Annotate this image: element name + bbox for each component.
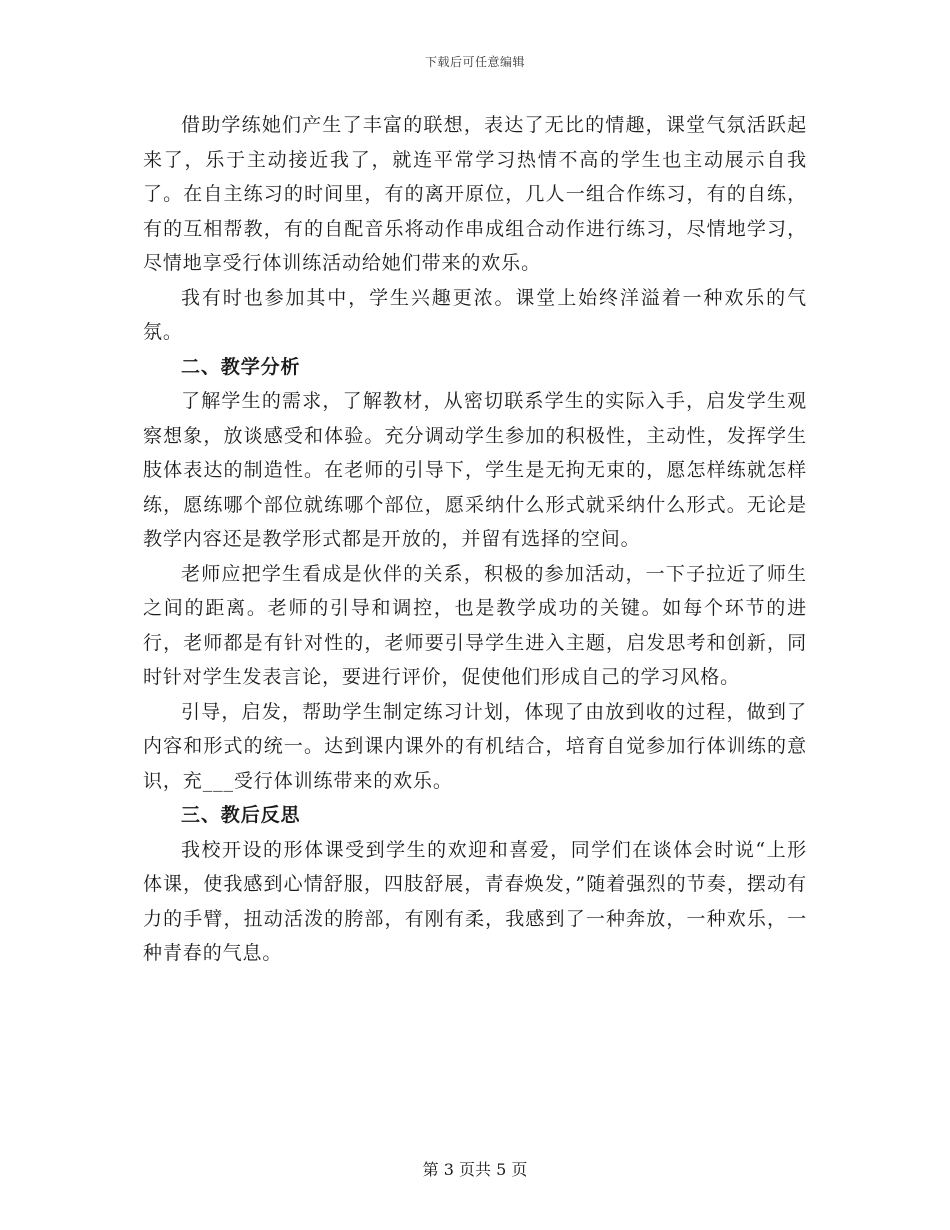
document-body — [143, 108, 807, 971]
paragraph-1: 借助学练她们产生了丰富的联想，表达了无比的情趣，课堂气氛活跃起来了，乐于主动接近我了，就连平常学习热情不高的学生也主动展示自我了。在自主练习的时间里，有的离开原位，几人一组合作练习，有的自练，有的互相帮教，有的自配音乐将动作串成组合动作进行练习，尽情地学习，尽情地享受行体训练活动给她们带来的欢乐。 — [143, 114, 807, 274]
page-header: 下载后可任意编辑 — [424, 55, 525, 69]
page-number: 第 3 页共 5 页 — [422, 1160, 528, 1179]
section-heading-teaching-analysis: 二、教学分析 — [181, 355, 301, 378]
paragraph-2: 我有时也参加其中，学生兴趣更浓。课堂上始终洋溢着一种欢乐的气氛。 — [143, 286, 807, 343]
section-heading-reflection: 三、教后反思 — [181, 804, 301, 826]
paragraph-6: 我校开设的形体课受到学生的欢迎和喜爱，同学们在谈体会时说“上形体课，使我感到心情舒服，四肢舒展，青春焕发，”随着强烈的节奏，摆动有力的手臂，扭动活泼的胯部，有刚有柔，我感到了一种奔放，一种欢乐，一种青春的气息。 — [143, 838, 807, 964]
paragraph-5: 引导，启发，帮助学生制定练习计划，体现了由放到收的过程，做到了内容和形式的统一。达到课内课外的有机结合，培育自觉参加行体训练的意识，充___受行体训练带来的欢乐。 — [143, 700, 807, 792]
paragraph-4: 老师应把学生看成是伙伴的关系，积极的参加活动，一下子拉近了师生之间的距离。老师的引导和调控，也是教学成功的关键。如每个环节的进行，老师都是有针对性的，老师要引导学生进入主题，启发思考和创新，同时针对学生发表言论，要进行评价，促使他们形成自己的学习风格。 — [143, 562, 807, 688]
paragraph-3: 了解学生的需求，了解教材，从密切联系学生的实际入手，启发学生观察想象，放谈感受和体验。充分调动学生参加的积极性，主动性，发挥学生肢体表达的制造性。在老师的引导下，学生是无拘无束的，愿怎样练就怎样练，愿练哪个部位就练哪个部位，愿采纳什么形式就采纳什么形式。无论是教学内容还是教学形式都是开放的，并留有选择的空间。 — [143, 390, 807, 550]
